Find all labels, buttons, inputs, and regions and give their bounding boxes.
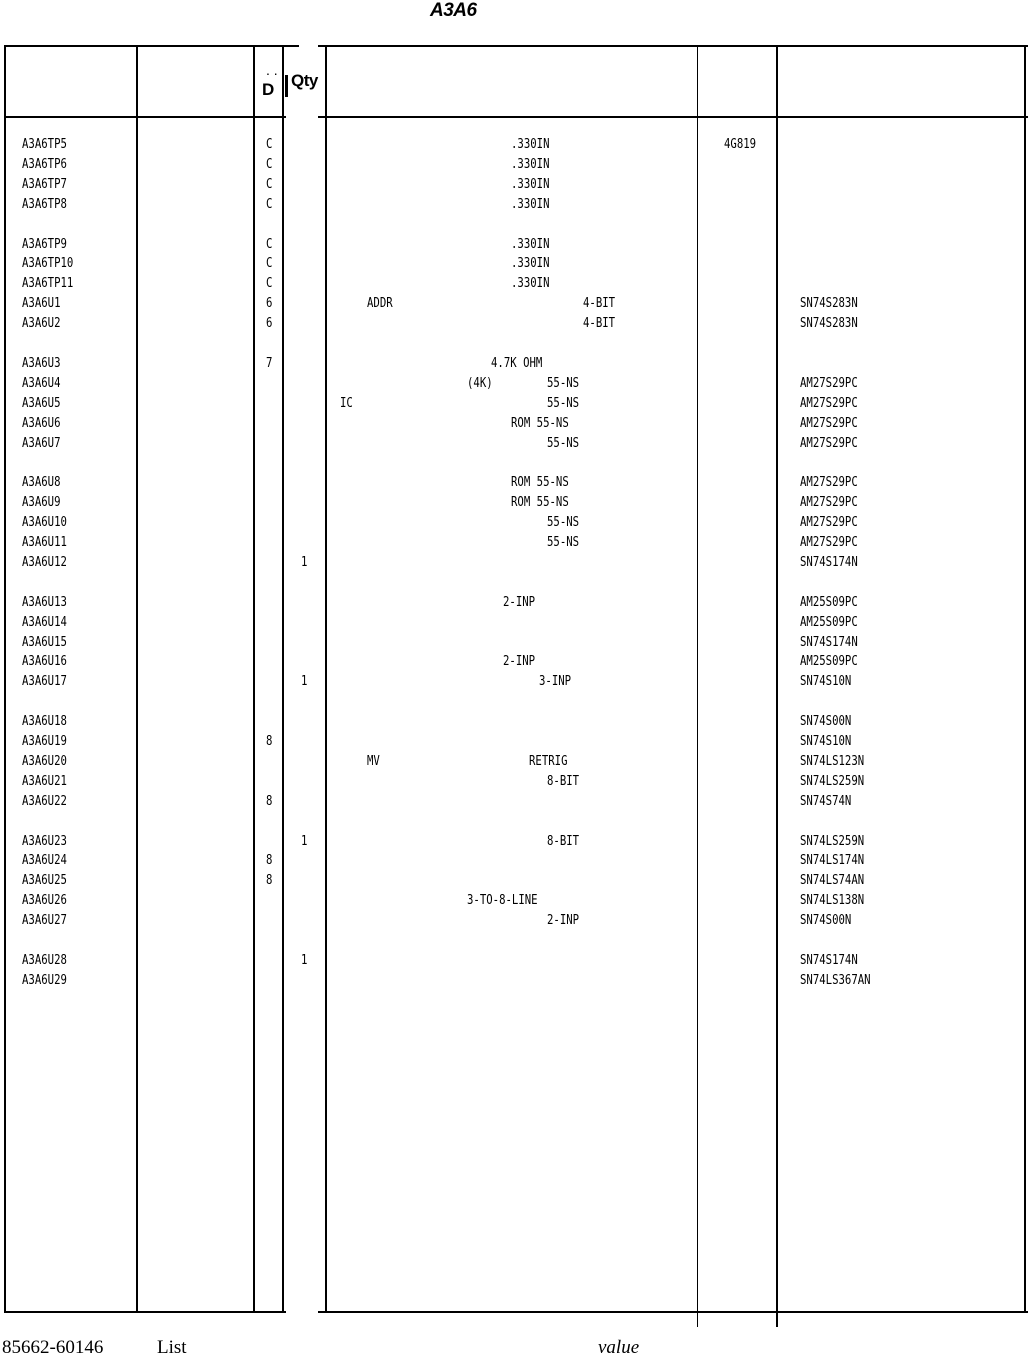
mfr-code: 4G819 xyxy=(724,137,757,152)
check-digit: C xyxy=(266,137,273,152)
check-digit: 8 xyxy=(266,873,273,888)
header-qty-bar xyxy=(285,75,288,97)
check-digit: 6 xyxy=(266,296,273,311)
reference-designator: A3A6U15 xyxy=(22,635,67,650)
table-row xyxy=(0,195,1031,215)
table-row xyxy=(0,891,1031,911)
description-fragment: .330IN xyxy=(511,177,550,192)
mfr-part-number: AM27S29PC xyxy=(800,515,858,530)
reference-designator: A3A6U21 xyxy=(22,774,67,789)
table-row xyxy=(0,394,1031,414)
bottom-rule-right xyxy=(318,1311,1028,1313)
mfr-part-number: SN74S74N xyxy=(800,794,852,809)
description-fragment: 8-BIT xyxy=(547,834,580,849)
check-digit: C xyxy=(266,276,273,291)
reference-designator: A3A6U12 xyxy=(22,555,67,570)
mfr-part-number: SN74S174N xyxy=(800,635,858,650)
description-fragment: (4K) xyxy=(467,376,493,391)
reference-designator: A3A6U13 xyxy=(22,595,67,610)
page-title: A3A6 xyxy=(430,0,477,21)
table-row xyxy=(0,652,1031,672)
footer-list-label: List xyxy=(157,1337,187,1358)
table-row xyxy=(0,732,1031,752)
table-row xyxy=(0,513,1031,533)
table-row xyxy=(0,971,1031,991)
reference-designator: A3A6TP8 xyxy=(22,197,67,212)
reference-designator: A3A6U25 xyxy=(22,873,67,888)
description-fragment: 4-BIT xyxy=(583,296,616,311)
mfr-part-number: SN74LS367AN xyxy=(800,973,871,988)
mfr-part-number: AM27S29PC xyxy=(800,416,858,431)
mfr-part-number: AM25S09PC xyxy=(800,615,858,630)
table-row xyxy=(0,274,1031,294)
description-fragment: 2-INP xyxy=(547,913,580,928)
reference-designator: A3A6U20 xyxy=(22,754,67,769)
table-row xyxy=(0,851,1031,871)
reference-designator: A3A6U29 xyxy=(22,973,67,988)
description-fragment: 55-NS xyxy=(547,436,580,451)
check-digit: 6 xyxy=(266,316,273,331)
header-d-mark: . . xyxy=(266,62,278,78)
reference-designator: A3A6TP10 xyxy=(22,256,74,271)
mfr-part-number: SN74S174N xyxy=(800,555,858,570)
description-fragment: ROM 55-NS xyxy=(511,475,569,490)
header-rule-right xyxy=(318,116,1028,118)
mfr-part-number: SN74LS138N xyxy=(800,893,865,908)
table-row xyxy=(0,314,1031,334)
reference-designator: A3A6U17 xyxy=(22,674,67,689)
reference-designator: A3A6U5 xyxy=(22,396,61,411)
reference-designator: A3A6U6 xyxy=(22,416,61,431)
mfr-part-number: SN74S10N xyxy=(800,674,852,689)
description-fragment: 55-NS xyxy=(547,376,580,391)
description-fragment: 3-INP xyxy=(539,674,572,689)
quantity: 1 xyxy=(301,674,308,689)
table-row xyxy=(0,493,1031,513)
check-digit: C xyxy=(266,256,273,271)
reference-designator: A3A6U14 xyxy=(22,615,67,630)
mfr-part-number: SN74S00N xyxy=(800,913,852,928)
table-row xyxy=(0,593,1031,613)
table-row xyxy=(0,772,1031,792)
mfr-part-number: AM25S09PC xyxy=(800,654,858,669)
mfr-part-number: AM25S09PC xyxy=(800,595,858,610)
reference-designator: A3A6U26 xyxy=(22,893,67,908)
reference-designator: A3A6TP6 xyxy=(22,157,67,172)
mfr-part-number: SN74S283N xyxy=(800,316,858,331)
reference-designator: A3A6TP7 xyxy=(22,177,67,192)
reference-designator: A3A6U11 xyxy=(22,535,67,550)
check-digit: 8 xyxy=(266,734,273,749)
table-row xyxy=(0,155,1031,175)
description-fragment: ROM 55-NS xyxy=(511,416,569,431)
description-fragment: .330IN xyxy=(511,157,550,172)
table-row xyxy=(0,832,1031,852)
description-fragment: 8-BIT xyxy=(547,774,580,789)
mfr-part-number: SN74S00N xyxy=(800,714,852,729)
reference-designator: A3A6U10 xyxy=(22,515,67,530)
mfr-part-number: SN74S283N xyxy=(800,296,858,311)
table-row xyxy=(0,374,1031,394)
table-row xyxy=(0,473,1031,493)
description-fragment: 55-NS xyxy=(547,515,580,530)
table-row xyxy=(0,911,1031,931)
check-digit: C xyxy=(266,157,273,172)
mfr-part-number: SN74LS259N xyxy=(800,834,865,849)
description-fragment: IC xyxy=(340,396,353,411)
table-row xyxy=(0,135,1031,155)
footer-part-number: 85662-60146 xyxy=(2,1337,104,1358)
description-fragment: RETRIG xyxy=(529,754,568,769)
table-row xyxy=(0,354,1031,374)
table-row xyxy=(0,294,1031,314)
check-digit: C xyxy=(266,237,273,252)
reference-designator: A3A6U18 xyxy=(22,714,67,729)
header-qty: Qty xyxy=(291,71,318,90)
table-row xyxy=(0,533,1031,553)
mfr-part-number: SN74LS123N xyxy=(800,754,865,769)
description-fragment: .330IN xyxy=(511,137,550,152)
quantity: 1 xyxy=(301,953,308,968)
mfr-part-number: AM27S29PC xyxy=(800,475,858,490)
table-row xyxy=(0,613,1031,633)
table-row xyxy=(0,752,1031,772)
description-fragment: 55-NS xyxy=(547,535,580,550)
mfr-part-number: AM27S29PC xyxy=(800,376,858,391)
mfr-part-number: SN74LS174N xyxy=(800,853,865,868)
description-fragment: 3-TO-8-LINE xyxy=(467,893,538,908)
description-fragment: 2-INP xyxy=(503,654,536,669)
description-fragment: .330IN xyxy=(511,237,550,252)
bottom-rule-left xyxy=(4,1311,286,1313)
reference-designator: A3A6TP5 xyxy=(22,137,67,152)
description-fragment: 4.7K OHM xyxy=(491,356,543,371)
top-rule-accent xyxy=(860,45,944,47)
check-digit: C xyxy=(266,177,273,192)
table-row xyxy=(0,633,1031,653)
check-digit: 8 xyxy=(266,794,273,809)
reference-designator: A3A6U24 xyxy=(22,853,67,868)
description-fragment: 2-INP xyxy=(503,595,536,610)
reference-designator: A3A6U7 xyxy=(22,436,61,451)
reference-designator: A3A6U22 xyxy=(22,794,67,809)
check-digit: 7 xyxy=(266,356,273,371)
mfr-part-number: SN74LS259N xyxy=(800,774,865,789)
mfr-part-number: SN74S10N xyxy=(800,734,852,749)
reference-designator: A3A6U23 xyxy=(22,834,67,849)
table-row xyxy=(0,712,1031,732)
reference-designator: A3A6U27 xyxy=(22,913,67,928)
header-rule-left xyxy=(4,116,286,118)
table-row xyxy=(0,672,1031,692)
reference-designator: A3A6U9 xyxy=(22,495,61,510)
table-row xyxy=(0,235,1031,255)
reference-designator: A3A6U4 xyxy=(22,376,61,391)
table-row xyxy=(0,553,1031,573)
description-fragment: 55-NS xyxy=(547,396,580,411)
footer-value-label: value xyxy=(598,1337,640,1358)
table-row xyxy=(0,792,1031,812)
mfr-part-number: AM27S29PC xyxy=(800,436,858,451)
mfr-part-number: SN74S174N xyxy=(800,953,858,968)
mfr-part-number: AM27S29PC xyxy=(800,396,858,411)
check-digit: C xyxy=(266,197,273,212)
table-row xyxy=(0,254,1031,274)
description-fragment: MV xyxy=(367,754,380,769)
mfr-part-number: SN74LS74AN xyxy=(800,873,865,888)
reference-designator: A3A6TP11 xyxy=(22,276,74,291)
description-fragment: ROM 55-NS xyxy=(511,495,569,510)
table-row xyxy=(0,414,1031,434)
description-fragment: .330IN xyxy=(511,276,550,291)
quantity: 1 xyxy=(301,834,308,849)
check-digit: 8 xyxy=(266,853,273,868)
reference-designator: A3A6U8 xyxy=(22,475,61,490)
description-fragment: ADDR xyxy=(367,296,393,311)
table-row xyxy=(0,175,1031,195)
table-row xyxy=(0,951,1031,971)
table-row xyxy=(0,434,1031,454)
description-fragment: .330IN xyxy=(511,197,550,212)
reference-designator: A3A6U16 xyxy=(22,654,67,669)
description-fragment: 4-BIT xyxy=(583,316,616,331)
reference-designator: A3A6TP9 xyxy=(22,237,67,252)
table-row xyxy=(0,871,1031,891)
header-d: D xyxy=(262,80,275,99)
mfr-part-number: AM27S29PC xyxy=(800,535,858,550)
reference-designator: A3A6U28 xyxy=(22,953,67,968)
reference-designator: A3A6U2 xyxy=(22,316,61,331)
reference-designator: A3A6U1 xyxy=(22,296,61,311)
quantity: 1 xyxy=(301,555,308,570)
reference-designator: A3A6U19 xyxy=(22,734,67,749)
reference-designator: A3A6U3 xyxy=(22,356,61,371)
description-fragment: .330IN xyxy=(511,256,550,271)
mfr-part-number: AM27S29PC xyxy=(800,495,858,510)
